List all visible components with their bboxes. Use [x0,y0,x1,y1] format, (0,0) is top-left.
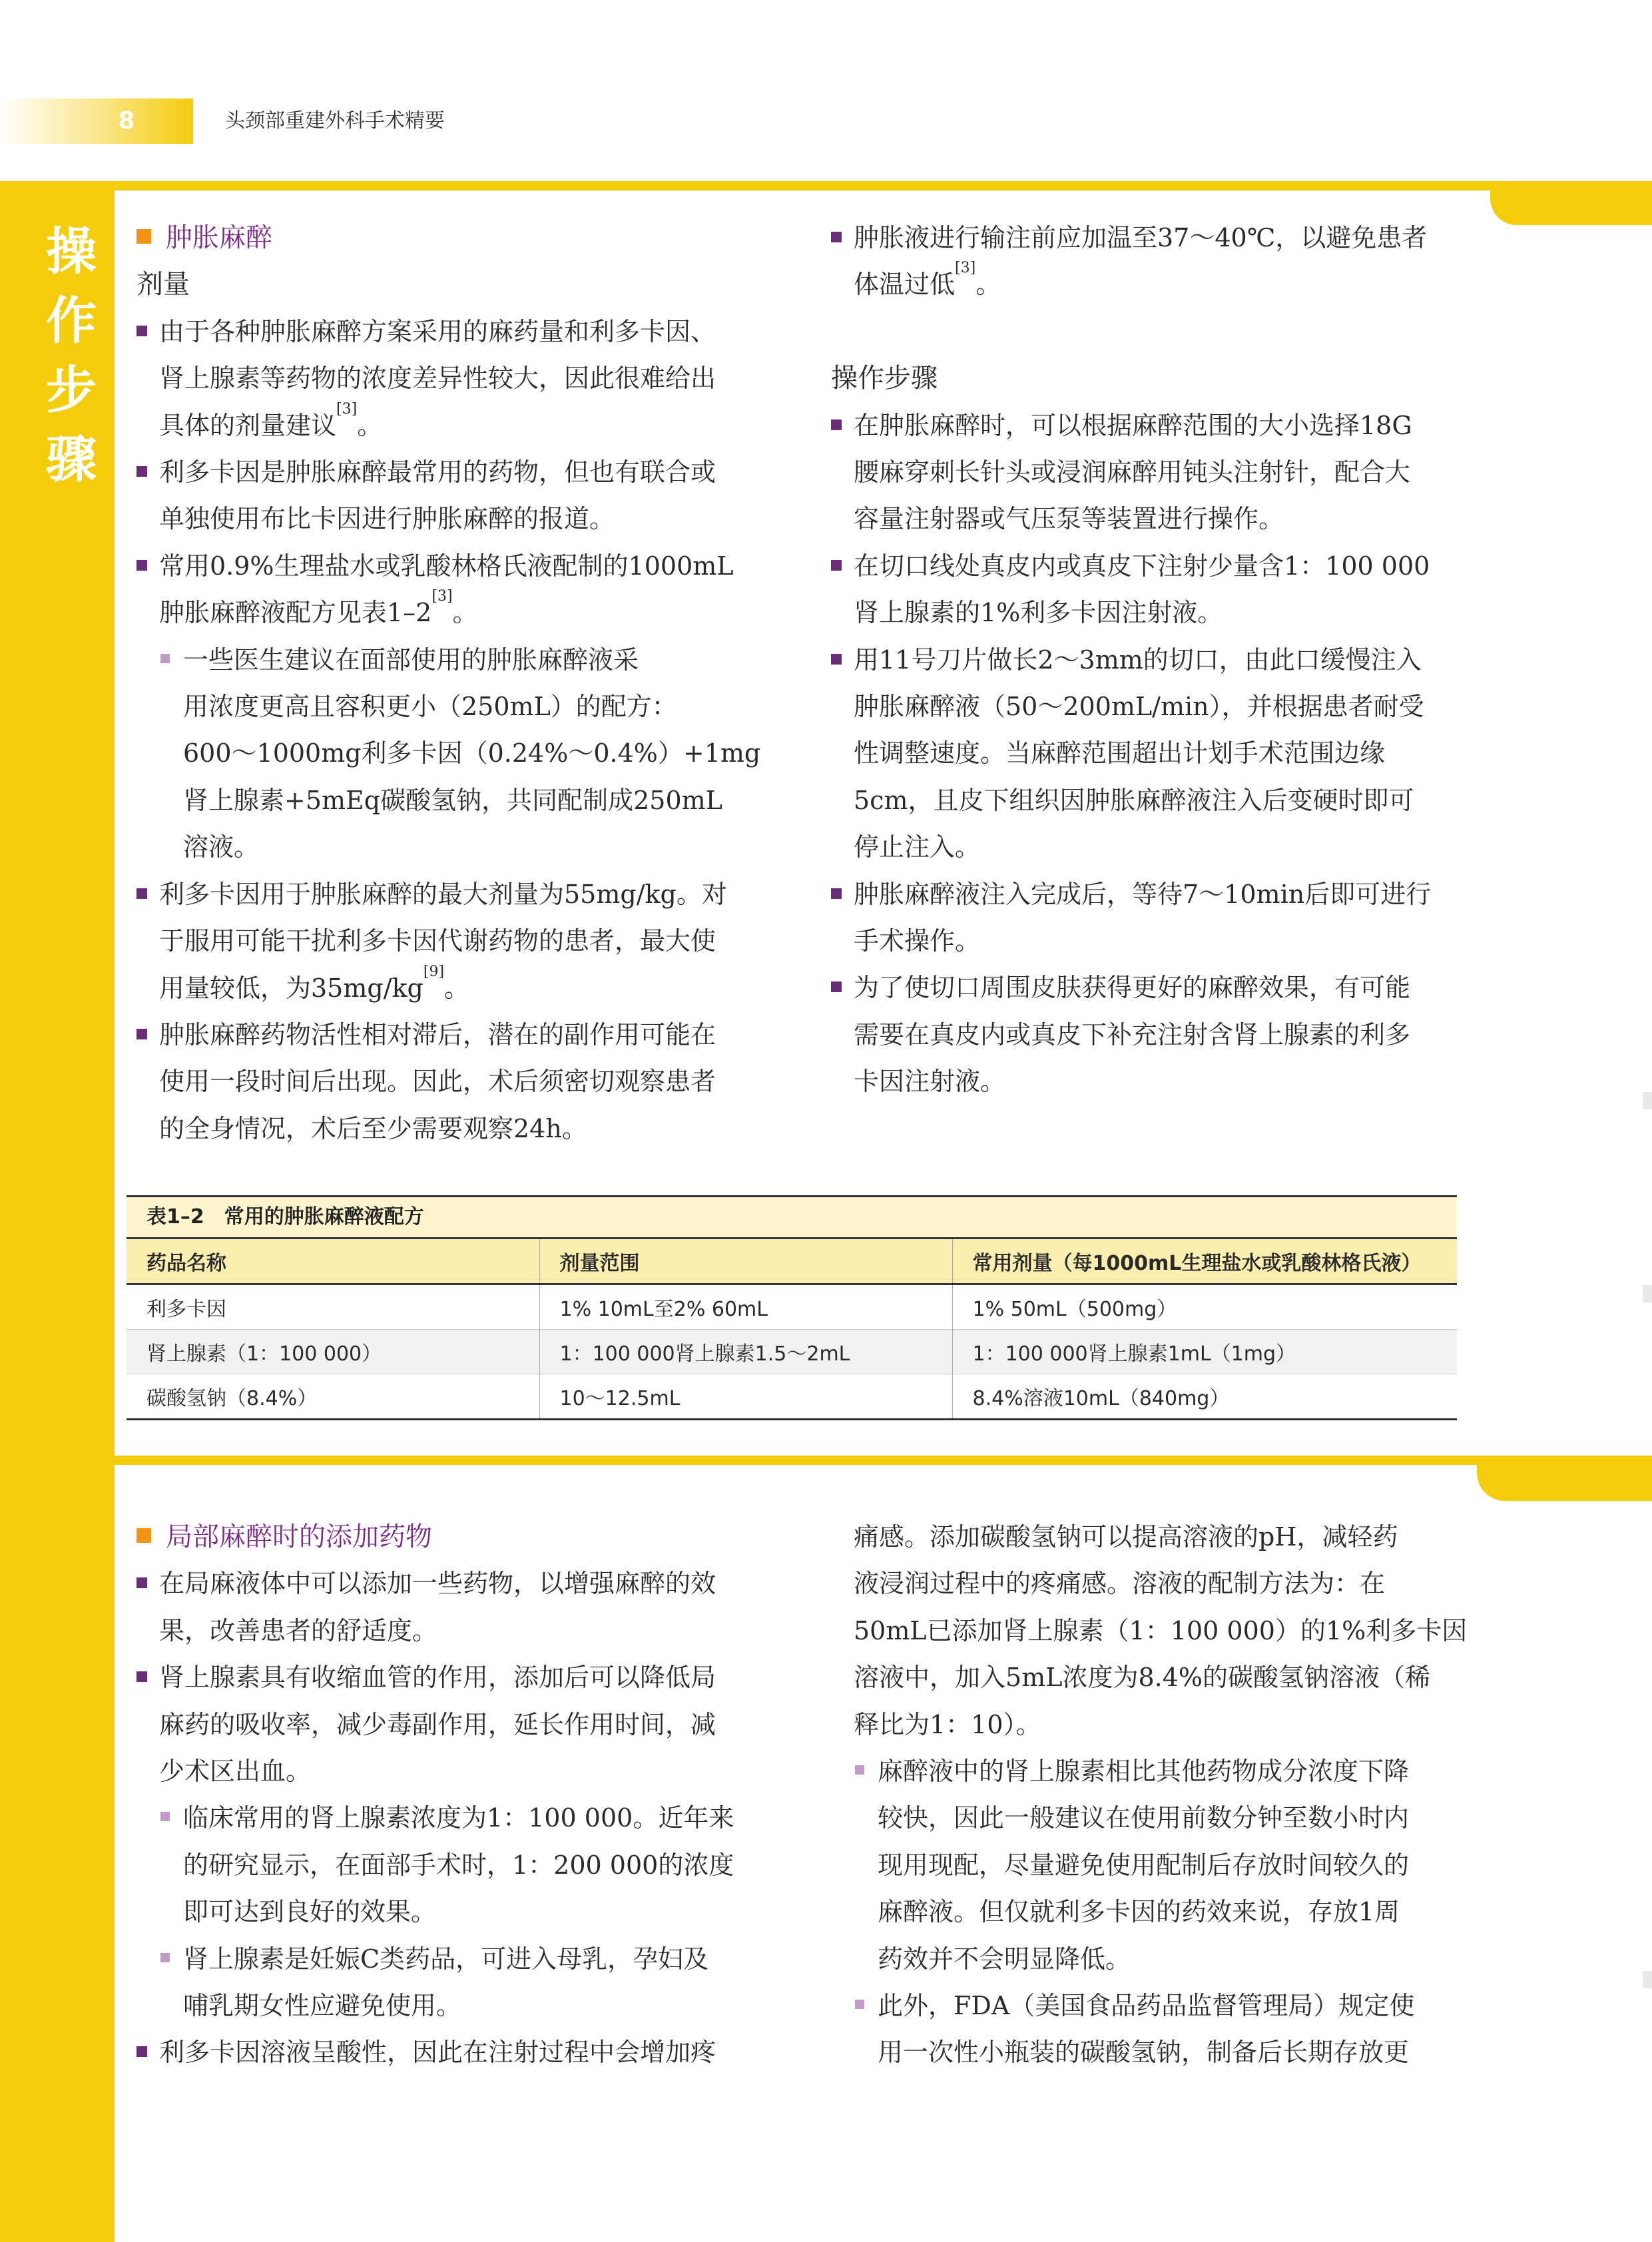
bullet-paragraph: 肿胀麻醉液注入完成后，等待7～10min后即可进行 手术操作。 [831,871,1477,965]
table-header-cell: 常用剂量（每1000mL生理盐水或乳酸林格氏液） [952,1239,1457,1284]
bullet-paragraph: 在肿胀麻醉时，可以根据麻醉范围的大小选择18G 腰麻穿刺长针头或浸润麻醉用钝头注射针，配合大 容量注射器或气压泵等装置进行操作。 [831,402,1477,543]
sub-bullet-paragraph: 此外，FDA（美国食品药品监督管理局）规定使 用一次性小瓶装的碳酸氢钠，制备后长期存放更 [831,1982,1477,2076]
bullet-paragraph: 用11号刀片做长2～3mm的切口，由此口缓慢注入 肿胀麻醉液（50～200mL/min），并根据患者耐受 性调整速度。当麻醉范围超出计划手术范围边缘 5cm，且皮下组织因肿胀麻醉液注入后变硬时即可 停止注入。 [831,637,1477,871]
table-cell: 1：100 000肾上腺素1.5～2mL [539,1330,952,1374]
page-number: 8 [118,107,135,135]
top-rule [0,181,1652,190]
table-caption: 表1–2 常用的肿胀麻醉液配方 [127,1195,1457,1239]
table-cell: 1：100 000肾上腺素1mL（1mg） [952,1330,1457,1374]
section-side-label [41,217,101,494]
table-cell: 肾上腺素（1：100 000） [127,1330,539,1374]
table-cell: 碳酸氢钠（8.4%） [127,1374,539,1420]
square-bullet-icon [137,229,151,244]
continued-paragraph: 痛感。添加碳酸氢钠可以提高溶液的pH，减轻药 液浸润过程中的疼痛感。溶液的配制方法为：在 50mL已添加肾上腺素（1：100 000）的1%利多卡因 溶液中，加入5mL浓度为8.4%的碳酸氢钠溶液（稀 释比为1：10）。 [854,1522,1468,1739]
bullet-paragraph: 在切口线处真皮内或真皮下注射少量含1：100 000 肾上腺素的1%利多卡因注射液。 [831,543,1477,637]
side-char: 骤 [46,429,97,489]
table-header-row [127,1239,1457,1284]
table-row [127,1374,1457,1420]
formula-table [127,1195,1457,1420]
sub-bullet-paragraph: 麻醉液中的肾上腺素相比其他药物成分浓度下降 较快，因此一般建议在使用前数分钟至数小时内 现用现配，尽量避免使用配制后存放时间较久的 麻醉液。但仅就利多卡因的药效来说，存放1周 药效并不会明显降低。 [831,1748,1477,1982]
bullet-paragraph: 肿胀液进行输注前应加温至37～40℃，以避免患者 体温过低[3]。 [831,214,1477,308]
upper-right-column [831,214,1477,1105]
table-row [127,1330,1457,1374]
bullet-paragraph: 利多卡因是肿胀麻醉最常用的药物，但也有联合或 单独使用布比卡因进行肿胀麻醉的报道。 [137,449,776,543]
book-title: 头颈部重建外科手术精要 [225,109,445,133]
edge-mark [1643,1971,1652,1988]
sub-bullet-paragraph: 一些医生建议在面部使用的肿胀麻醉液采 用浓度更高且容积更小（250mL）的配方： 600～1000mg利多卡因（0.24%～0.4%）+1mg 肾上腺素+5mEq碳酸氢钠，共同配制成250mL 溶液。 [137,637,776,871]
table-grid [127,1239,1457,1420]
sub-bullet-paragraph: 临床常用的肾上腺素浓度为1：100 000。近年来 的研究显示，在面部手术时，1：200 000的浓度 即可达到良好的效果。 [137,1795,776,1935]
middle-tab [1477,1456,1652,1501]
bullet-paragraph: 肿胀麻醉药物活性相对滞后，潜在的副作用可能在 使用一段时间后出现。因此，术后须密切观察患者 的全身情况，术后至少需要观察24h。 [137,1011,776,1152]
dosage-heading: 剂量 [137,269,190,300]
table-header-cell: 剂量范围 [539,1239,952,1284]
bullet-paragraph: 利多卡因用于肿胀麻醉的最大剂量为55mg/kg。对 于服用可能干扰利多卡因代谢药物的患者，最大使 用量较低，为35mg/kg[9]。 [137,871,776,1011]
table-header-cell: 药品名称 [127,1239,539,1284]
table-cell: 8.4%溶液10mL（840mg） [952,1374,1457,1420]
section-title: 肿胀麻醉 [137,214,776,261]
table-cell: 利多卡因 [127,1284,539,1330]
table-row [127,1284,1457,1330]
side-char: 作 [46,291,97,350]
table-cell: 1% 10mL至2% 60mL [539,1284,952,1330]
table-cell: 10～12.5mL [539,1374,952,1420]
bullet-paragraph: 在局麻液体中可以添加一些药物，以增强麻醉的效 果，改善患者的舒适度。 [137,1560,776,1654]
upper-left-column [137,214,776,1152]
header-band [0,99,193,144]
table-cell: 1% 50mL（500mg） [952,1284,1457,1330]
edge-mark [1643,1285,1652,1302]
side-char: 步 [46,360,97,420]
bullet-paragraph: 为了使切口周围皮肤获得更好的麻醉效果，有可能 需要在真皮内或真皮下补充注射含肾上腺素的利多 卡因注射液。 [831,964,1477,1105]
square-bullet-icon [137,1528,151,1543]
top-tab [1490,181,1652,225]
bullet-paragraph: 肾上腺素具有收缩血管的作用，添加后可以降低局 麻药的吸收率，减少毒副作用，延长作用时间，减 少术区出血。 [137,1654,776,1795]
side-char: 操 [46,222,97,281]
sub-bullet-paragraph: 肾上腺素是妊娠C类药品，可进入母乳，孕妇及 哺乳期女性应避免使用。 [137,1936,776,2030]
middle-rule [115,1456,1652,1465]
bullet-paragraph: 利多卡因溶液呈酸性，因此在注射过程中会增加疼 [137,2029,776,2076]
bullet-paragraph: 常用0.9%生理盐水或乳酸林格氏液配制的1000mL 肿胀麻醉液配方见表1–2[3]。 [137,543,776,637]
lower-right-column [831,1514,1477,2076]
edge-mark [1643,1092,1652,1109]
lower-left-column [137,1514,776,2076]
bullet-paragraph: 由于各种肿胀麻醉方案采用的麻药量和利多卡因、 肾上腺素等药物的浓度差异性较大，因此很难给出 具体的剂量建议[3]。 [137,308,776,449]
section-title: 局部麻醉时的添加药物 [137,1514,776,1560]
steps-heading: 操作步骤 [831,363,938,394]
